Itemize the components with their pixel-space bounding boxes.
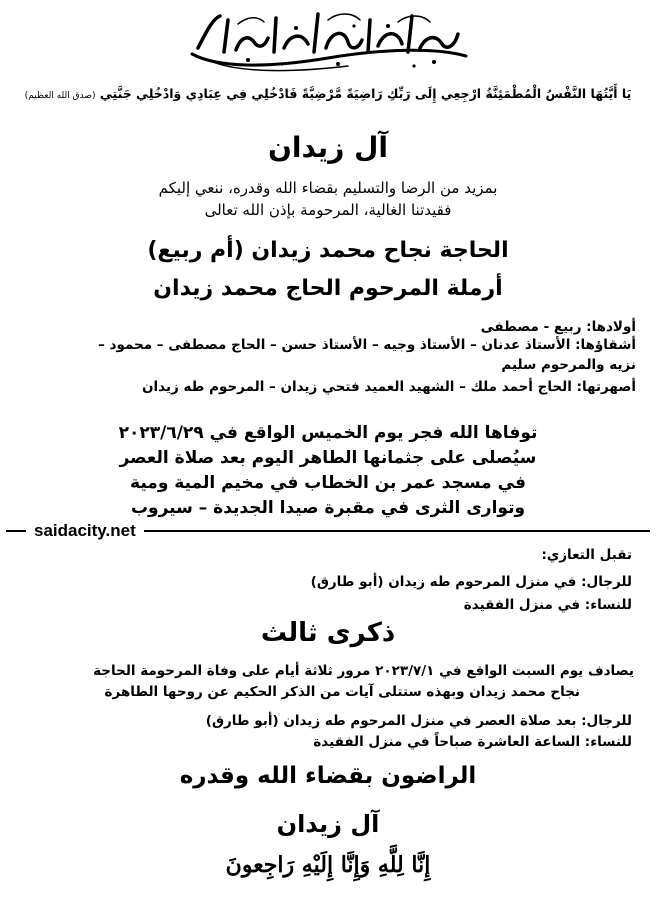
third-day-line-2: نجاح محمد زيدان وبهذه ستتلى آيات من الذكر الحكيم عن روحها الطاهرة (104, 684, 580, 700)
calligraphy-header (0, 6, 656, 76)
intro-line-2: فقيدتنا الغالية، المرحومة بإذن الله تعالى (204, 201, 452, 219)
prayer-line: سيُصلى على جثمانها الطاهر اليوم بعد صلاة العصر (119, 448, 537, 468)
site-watermark: saidacity.net (34, 521, 136, 540)
divider-rule-right (144, 530, 650, 532)
in-laws-row (20, 378, 636, 396)
opening-verse-text: يَا أَيَّتُهَا النَّفْسُ الْمُطْمَئِنَّةُ ارْجِعِي إِلَى رَبِّكِ رَاضِيَةً مَّرْضِيَّةً فَادْخُلِي فِي عِبَادِي وَادْخُلِي جَنَّتِي (99, 86, 632, 101)
siblings-row (20, 336, 636, 354)
mosque-line: في مسجد عمر بن الخطاب في مخيم المية ومية (130, 473, 526, 493)
condolences-men-label: للرجال: (581, 574, 632, 590)
intro-line-1: بمزيد من الرضا والتسليم بقضاء الله وقدره، ننعي إليكم (158, 179, 498, 197)
closing-family: آل زيدان (276, 810, 380, 838)
third-day-women-label: للنساء: (584, 734, 632, 750)
third-day-title: ذكرى ثالث (260, 618, 396, 648)
third-day-men-label: للرجال: (581, 713, 632, 729)
site-divider (0, 521, 656, 541)
in-laws-names: الحاج أحمد ملك – الشهيد العميد فتحي زيدان – المرحوم طه زيدان (142, 379, 572, 395)
third-day-men-details: بعد صلاة العصر في منزل المرحوم طه زيدان (أبو طارق) (205, 713, 577, 729)
condolences-title: تقبل التعازي: (541, 547, 632, 563)
condolences-women-row (24, 596, 632, 614)
widow-of-line: أرملة المرحوم الحاج محمد زيدان (153, 276, 503, 301)
divider-rule-left (6, 530, 26, 532)
verse-reference: (صدق الله العظيم) (24, 91, 96, 101)
siblings-names-line-2: نزيه والمرحوم سليم (501, 357, 636, 373)
third-day-line-1: يصادف يوم السبت الواقع في ٢٠٢٣/٧/١ مرور ثلاثة أيام على وفاة المرحومة الحاجة (93, 663, 634, 679)
siblings-label: أشقاؤها: (575, 337, 636, 353)
family-title: آل زيدان (268, 131, 388, 164)
children-label: أولادها: (586, 319, 636, 335)
third-day-women-row (24, 733, 632, 751)
death-details (0, 421, 656, 521)
condolences-men-row (24, 573, 632, 591)
condolences-women-label: للنساء: (584, 597, 632, 613)
burial-line: وتوارى الثرى في مقبرة صيدا الجديدة – سيروب (130, 498, 526, 518)
death-date-line: توفاها الله فجر يوم الخميس الواقع في ٢٠٢٣/٦/٢٩ (118, 423, 538, 443)
third-day-men-row (24, 712, 632, 730)
in-laws-label: أصهرتها: (576, 379, 636, 395)
calligraphy-logo (178, 8, 478, 74)
condolences-men-location: في منزل المرحوم طه زيدان (أبو طارق) (310, 574, 577, 590)
third-day-women-details: الساعة العاشرة صباحاً في منزل الفقيدة (313, 734, 581, 750)
children-row (20, 318, 636, 336)
third-day-body (22, 661, 634, 703)
closing-line: الراضون بقضاء الله وقدره (179, 763, 477, 789)
deceased-name: الحاجة نجاح محمد زيدان (أم ربيع) (147, 238, 509, 263)
condolences-women-location: في منزل الفقيدة (463, 597, 581, 613)
closing-verse: إِنَّا لِلَّهِ وَإِنَّا إِلَيْهِ رَاجِعونَ (225, 852, 431, 878)
intro-paragraph (0, 177, 656, 221)
opening-verse (18, 86, 638, 101)
siblings-row-continued (20, 356, 636, 374)
siblings-names-line-1: الأستاذ عدنان – الأستاذ وجيه – الأستاذ حسن – الحاج مصطفى – محمود – (98, 337, 571, 353)
children-names: ربيع - مصطفى (480, 319, 582, 335)
